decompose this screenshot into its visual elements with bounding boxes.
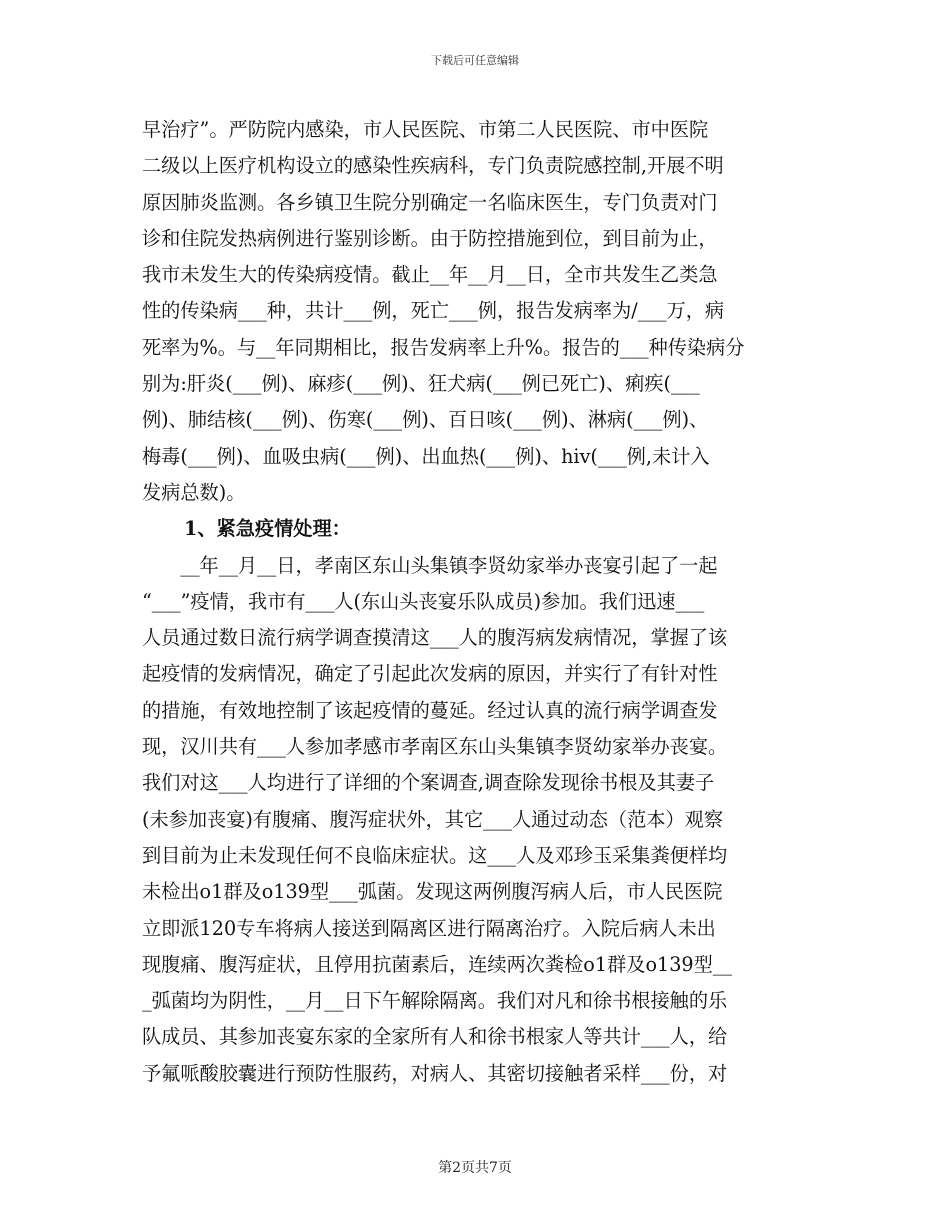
body-line: 的措施，有效地控制了该起疫情的蔓延。经过认真的流行病学调查发: [142, 698, 718, 722]
body-line: __年__月__日，孝南区东山头集镇李贤幼家举办丧宴引起了一起: [142, 553, 718, 577]
body-line: 予氟哌酸胶囊进行预防性服药，对病人、其密切接触者采样___份，对: [142, 1061, 728, 1085]
section-heading: 1、紧急疫情处理：: [184, 517, 351, 541]
body-line: 到目前为止未发现任何不良临床症状。这___人及邓珍玉采集粪便样均: [142, 843, 728, 867]
body-line: 未检出o1群及o139型___弧菌。发现这两例腹泻病人后，市人民医院: [142, 880, 723, 904]
body-line: 起疫情的发病情况，确定了引起此次发病的原因，并实行了有针对性: [142, 662, 718, 686]
body-line: 二级以上医疗机构设立的感染性疾病科，专门负责院感控制,开展不明: [142, 154, 724, 178]
body-line: 例)、肺结核(___例)、伤寒(___例)、百日咳(___例)、淋病(___例)、: [142, 408, 709, 432]
body-line: 立即派120专车将病人接送到隔离区进行隔离治疗。入院后病人未出: [142, 916, 716, 940]
body-line: 现，汉川共有___人参加孝感市孝南区东山头集镇李贤幼家举办丧宴。: [142, 735, 728, 759]
body-line: 我市未发生大的传染病疫情。截止__年__月__日，全市共发生乙类急: [142, 263, 718, 287]
body-line: 发病总数)。: [142, 480, 246, 504]
page-header: 下载后可任意编辑: [431, 54, 519, 67]
body-line: “___”疫情，我市有___人(东山头丧宴乐队成员)参加。我们迅速___: [142, 589, 705, 613]
body-line: 我们对这___人均进行了详细的个案调查,调查除发现徐书根及其妻子: [142, 771, 715, 795]
body-line: 队成员、其参加丧宴东家的全家所有人和徐书根家人等共计___人，给: [142, 1025, 728, 1049]
body-line: 诊和住院发热病例进行鉴别诊断。由于防控措施到位，到目前为止，: [142, 226, 718, 250]
body-line: 早治疗”。严防院内感染，市人民医院、市第二人民医院、市中医院: [142, 118, 709, 141]
body-line: (未参加丧宴)有腹痛、腹泻症状外，其它___人通过动态（范本）观察: [142, 807, 724, 831]
body-line: 现腹痛、腹泻症状，且停用抗菌素后，连续两次粪检o1群及o139型__: [142, 952, 732, 976]
body-line: 别为:肝炎(___例)、麻疹(___例)、狂犬病(___例已死亡)、痢疾(___: [142, 372, 700, 396]
body-line: 性的传染病___种，共计___例，死亡___例，报告发病率为/___万，病: [142, 299, 725, 323]
page-number: 第2页共7页: [438, 1160, 512, 1176]
body-line: 原因肺炎监测。各乡镇卫生院分别确定一名临床医生，专门负责对门: [142, 190, 718, 214]
document-body: [142, 112, 814, 1092]
body-line: 死率为%。与__年同期相比，报告发病率上升%。报告的___种传染病分: [142, 335, 745, 359]
body-line: _弧菌均为阴性，__月__日下午解除隔离。我们对凡和徐书根接触的乐: [142, 989, 728, 1013]
body-line: 人员通过数日流行病学调查摸清这___人的腹泻病发病情况，掌握了该: [142, 626, 728, 650]
body-line: 梅毒(___例)、血吸虫病(___例)、出血热(___例)、hiv(___例,未计入: [142, 444, 710, 468]
